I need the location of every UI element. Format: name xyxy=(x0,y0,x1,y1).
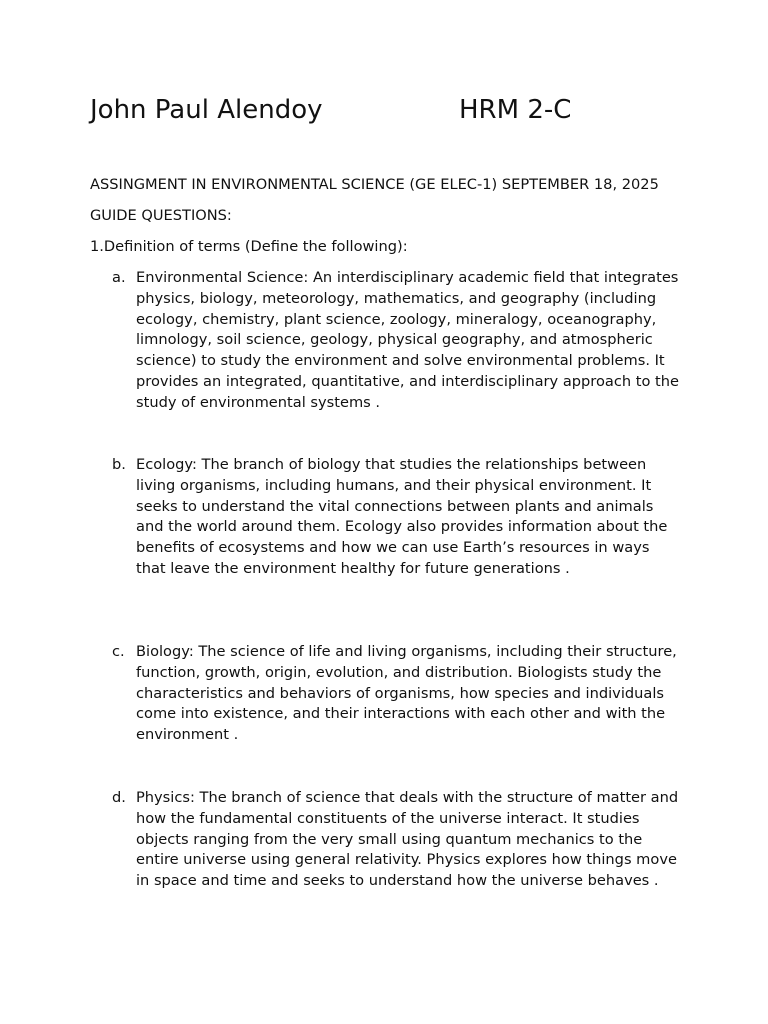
assignment-title: ASSINGMENT IN ENVIRONMENTAL SCIENCE (GE ELEC-1) SEPTEMBER 18, 2025 xyxy=(90,176,659,193)
list-marker: d. xyxy=(112,789,126,806)
class-section: HRM 2-C xyxy=(459,95,572,125)
definition-text: Environmental Science: An interdisciplinary academic field that integrates physics, biology, meteorology, mathematics, and geography (including ecology, chemistry, plant science, zoology, mineralogy, oceanography, limnology, soil science, geology, physical geography, and atmospheric science) to study the environment and solve environmental problems. It provides an integrated, quantitative, and interdisciplinary approach to the study of environmental systems . xyxy=(136,269,680,411)
guide-questions-heading: GUIDE QUESTIONS: xyxy=(90,207,232,224)
list-marker: c. xyxy=(112,643,125,660)
definition-text: Physics: The branch of science that deals with the structure of matter and how the fundamental constituents of the universe interact. It studies objects ranging from the very small using quantum mechanics to the entire universe using general relativity. Physics explores how things move in space and time and seeks to understand how the universe behaves . xyxy=(136,789,679,890)
list-marker: a. xyxy=(112,269,126,286)
definition-text: Biology: The science of life and living organisms, including their structure, function, growth, origin, evolution, and distribution. Biologists study the characteristics and behaviors of organisms, how species and individuals come into existence, and their interactions with each other and with the environment . xyxy=(136,643,677,744)
list-marker: b. xyxy=(112,456,126,473)
definition-text: Ecology: The branch of biology that studies the relationships between living organisms, including humans, and their physical environment. It seeks to understand the vital connections between plants and animals and the world around them. Ecology also provides information about the benefits of ecosystems and how we can use Earth’s resources in ways that leave the environment healthy for future generations . xyxy=(136,456,668,577)
student-name: John Paul Alendoy xyxy=(90,95,323,125)
question-1: 1.Definition of terms (Define the following): xyxy=(90,238,408,255)
